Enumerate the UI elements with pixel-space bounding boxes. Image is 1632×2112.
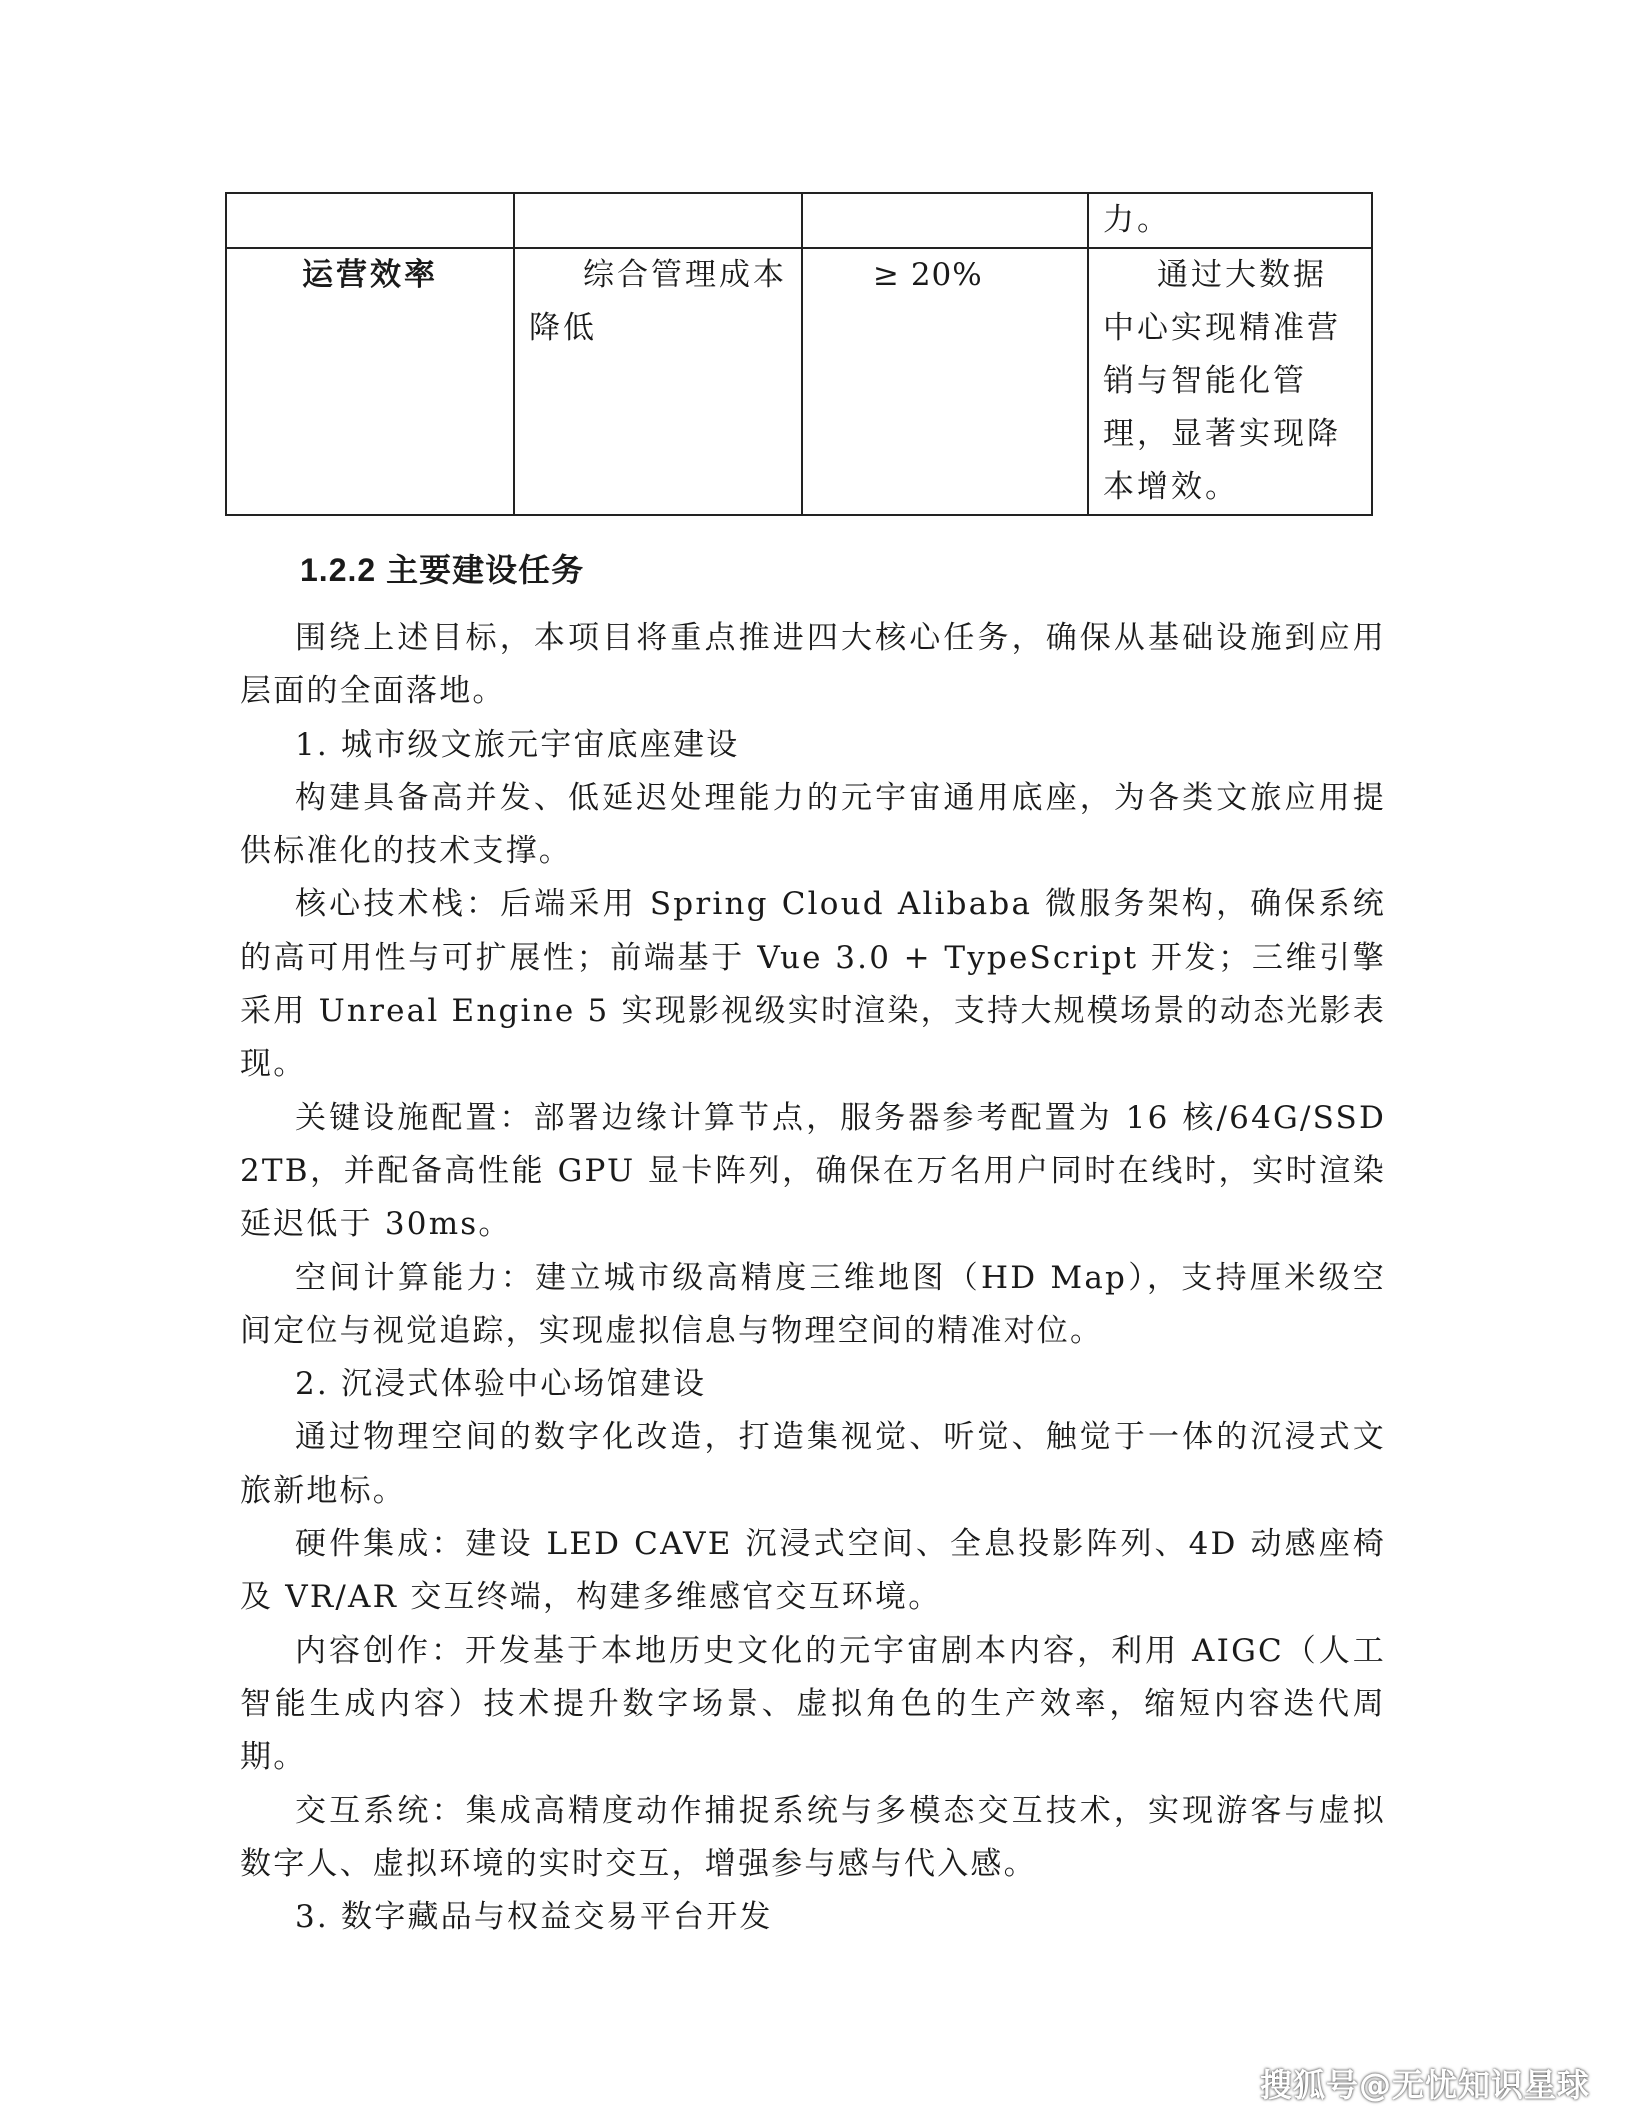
table-cell	[226, 193, 514, 248]
paragraph: 构建具备高并发、低延迟处理能力的元宇宙通用底座，为各类文旅应用提供标准化的技术支撑。	[240, 779, 1386, 870]
paragraph: 空间计算能力：建立城市级高精度三维地图（HD Map），支持厘米级空间定位与视觉追踪，实现虚拟信息与物理空间的精准对位。	[240, 1259, 1386, 1349]
table-row	[226, 193, 1372, 248]
table-cell-description: 通过大数据中心实现精准营销与智能化管理，显著实现降本增效。	[1088, 248, 1372, 515]
paragraph: 核心技术栈：后端采用 Spring Cloud Alibaba 微服务架构，确保系统的高可用性与可扩展性；前端基于 Vue 3.0 + TypeScript 开发；三维引擎采用 Unreal Engine 5 实现影视级实时渲染，支持大规模场景的动态光影表现。	[240, 886, 1386, 1083]
table-cell-indicator: 综合管理成本降低	[514, 248, 802, 515]
paragraph: 内容创作：开发基于本地历史文化的元宇宙剧本内容，利用 AIGC（人工智能生成内容）技术提升数字场景、虚拟角色的生产效率，缩短内容迭代周期。	[240, 1632, 1386, 1776]
table-row	[226, 248, 1372, 515]
table-cell: 力。	[1088, 193, 1372, 248]
paragraph: 围绕上述目标，本项目将重点推进四大核心任务，确保从基础设施到应用层面的全面落地。	[240, 620, 1386, 710]
table-cell	[514, 193, 802, 248]
list-heading: 3. 数字藏品与权益交易平台开发	[295, 1899, 773, 1936]
list-heading: 2. 沉浸式体验中心场馆建设	[295, 1366, 707, 1403]
paragraph: 硬件集成：建设 LED CAVE 沉浸式空间、全息投影阵列、4D 动感座椅及 VR/AR 交互终端，构建多维感官交互环境。	[240, 1526, 1386, 1616]
list-heading: 1. 城市级文旅元宇宙底座建设	[295, 726, 740, 763]
table-cell-category: 运营效率	[226, 248, 514, 515]
paragraph: 交互系统：集成高精度动作捕捉系统与多模态交互技术，实现游客与虚拟数字人、虚拟环境的实时交互，增强参与感与代入感。	[240, 1792, 1386, 1882]
table-cell-target: ≥ 20%	[802, 248, 1088, 515]
paragraph: 通过物理空间的数字化改造，打造集视觉、听觉、触觉于一体的沉浸式文旅新地标。	[240, 1419, 1386, 1509]
body-text	[240, 612, 1386, 1944]
paragraph: 关键设施配置：部署边缘计算节点，服务器参考配置为 16 核/64G/SSD 2TB，并配备高性能 GPU 显卡阵列，确保在万名用户同时在线时，实时渲染延迟低于 30ms。	[240, 1099, 1386, 1243]
watermark-text: 搜狐号@无忧知识星球	[1259, 2066, 1590, 2104]
kpi-table	[225, 192, 1373, 516]
section-heading: 1.2.2 主要建设任务	[300, 552, 585, 588]
table-cell	[802, 193, 1088, 248]
